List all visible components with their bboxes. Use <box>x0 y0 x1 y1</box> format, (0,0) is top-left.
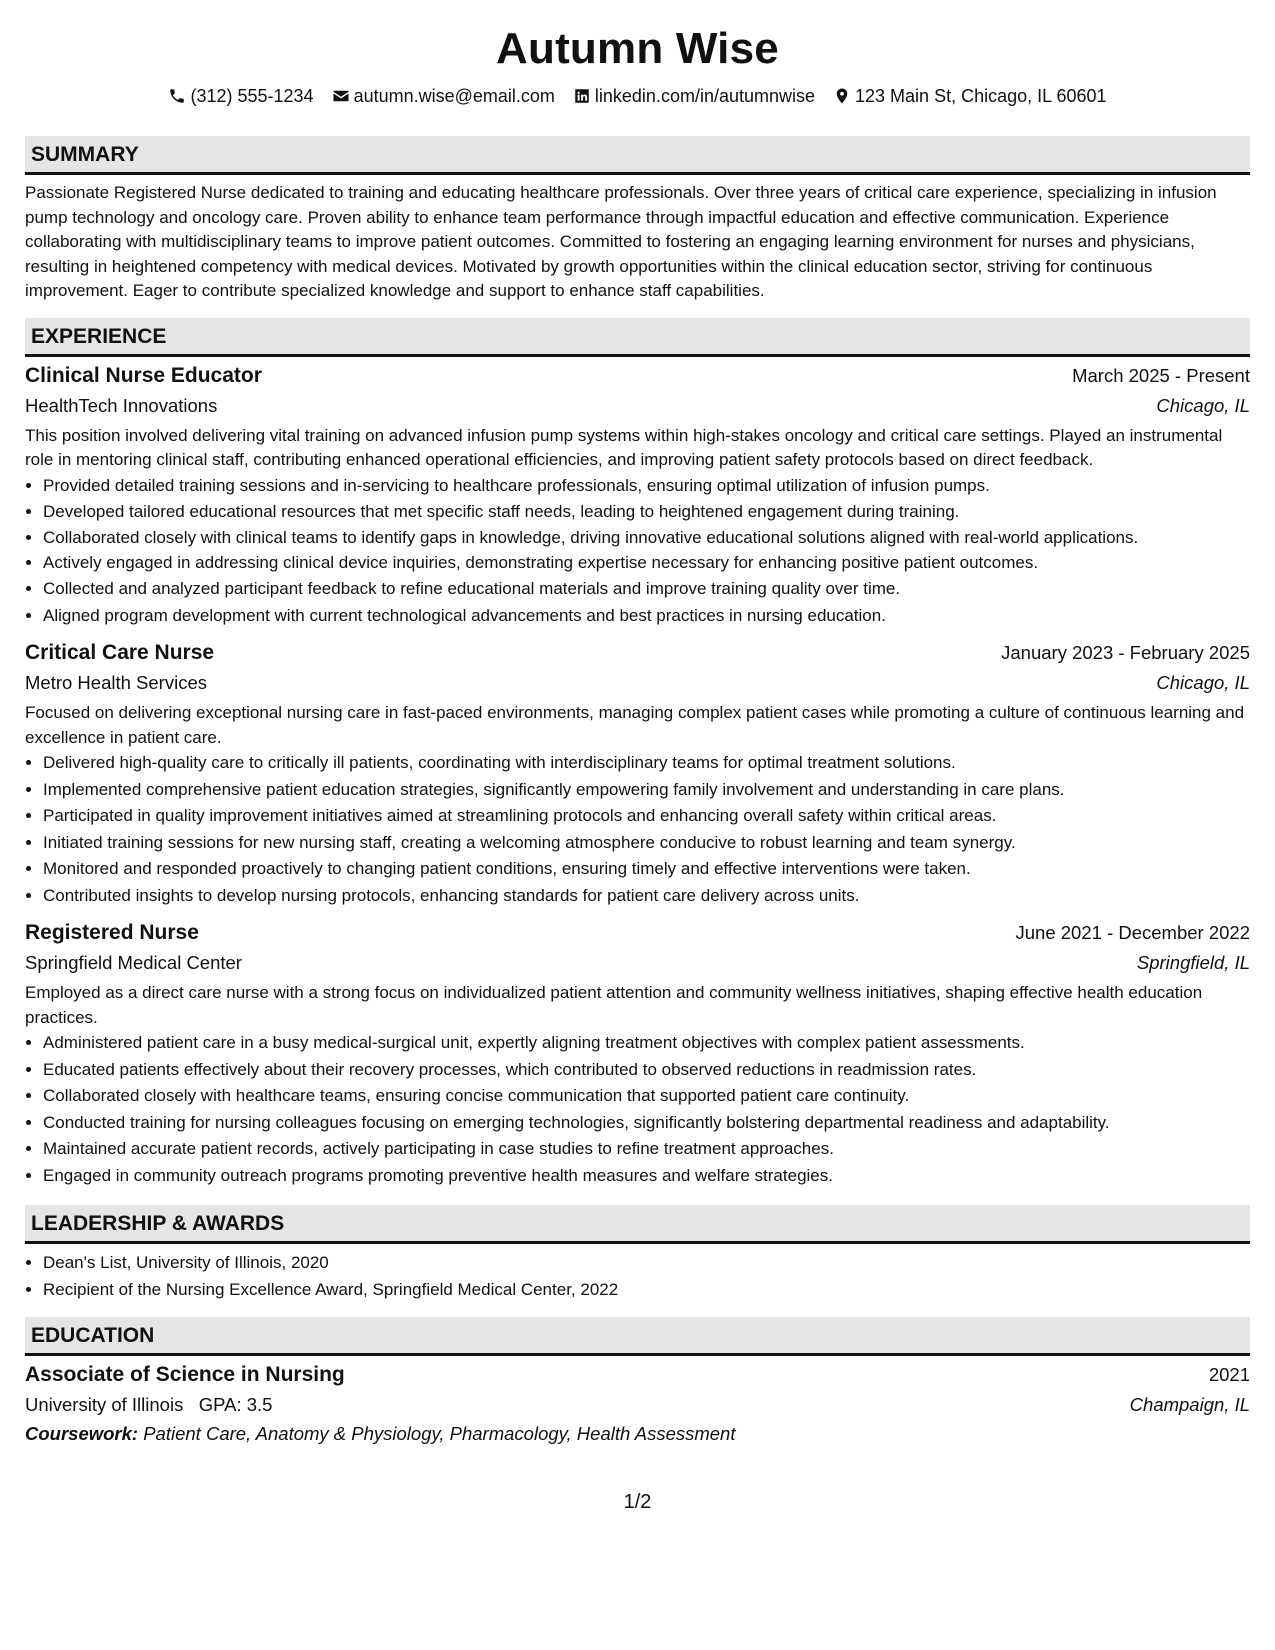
job-bullets <box>25 1030 1250 1189</box>
job-bullets <box>25 473 1250 630</box>
phone-icon <box>168 87 186 105</box>
job-company: Springfield Medical Center <box>25 952 242 973</box>
list-item: • Maintained accurate patient records, actively participating in case studies to refine treatment approaches. <box>43 1136 1250 1163</box>
school-location: Champaign, IL <box>1129 1394 1250 1415</box>
contact-bar <box>25 82 1250 110</box>
job-description: This position involved delivering vital training on advanced infusion pump systems within high-stakes oncology and critical care settings. Played an instrumental role in mentoring clinical staff, contributing enhanced operational efficiencies, and improving patient safety protocols based on direct feedback. <box>25 425 1223 469</box>
job-title: Critical Care Nurse <box>25 641 215 664</box>
job-bullets <box>25 750 1250 909</box>
contact-linkedin[interactable] <box>573 86 815 107</box>
list-item: • Collaborated closely with healthcare teams, ensuring concise communication that supported patient care continuity. <box>43 1083 1250 1110</box>
job-description: Employed as a direct care nurse with a strong focus on individualized patient attention and community wellness initiatives, shaping effective health education practices. <box>25 983 1203 1027</box>
job-location: Springfield, IL <box>1136 952 1250 973</box>
school-line <box>25 1390 272 1420</box>
contact-phone <box>168 86 313 107</box>
degree-title: Associate of Science in Nursing <box>25 1363 345 1386</box>
summary-text: Passionate Registered Nurse dedicated to training and educating healthcare professionals. Over three years of critical care experience, specializing in infusion pump technology and oncology care. Proven ability to enhance team performance through impactful education and effective communication. Experience collaborating with multidisciplinary teams to improve patient outcomes. Committed to fostering an engaging learning environment for nurses and physicians, resulting in heightened competency with medical devices. Motivated by growth opportunities within the clinical education sector, striving for continuous improvement. Eager to contribute specialized knowledge and support to enhance staff capabilities. <box>25 183 1217 300</box>
envelope-icon <box>332 87 350 105</box>
job-company: HealthTech Innovations <box>25 394 218 416</box>
map-pin-icon <box>833 87 851 105</box>
contact-address <box>833 86 1107 107</box>
candidate-name: Autumn Wise <box>496 24 779 73</box>
coursework-label: Coursework: <box>25 1423 139 1444</box>
list-item: • Provided detailed training sessions and in-servicing to healthcare professionals, ensuring optimal utilization of infusion pumps. <box>43 473 1250 500</box>
linkedin-link[interactable]: linkedin.com/in/autumnwise <box>594 85 816 106</box>
coursework-line <box>25 1420 1250 1448</box>
list-item: • Contributed insights to develop nursing protocols, enhancing standards for patient care delivery across units. <box>43 883 1250 910</box>
list-item: • Initiated training sessions for new nursing staff, creating a welcoming atmosphere conducive to robust learning and team synergy. <box>43 830 1250 857</box>
school-name: University of Illinois <box>25 1394 184 1415</box>
address-text: 123 Main St, Chicago, IL 60601 <box>855 85 1107 106</box>
list-item: • Participated in quality improvement initiatives aimed at streamlining protocols and enhancing overall safety within critical areas. <box>43 803 1250 830</box>
education-entry <box>25 1360 1250 1448</box>
phone-text: (312) 555-1234 <box>190 85 314 106</box>
list-item: • Implemented comprehensive patient education strategies, significantly empowering family involvement and understanding in care plans. <box>43 777 1250 804</box>
job-dates: June 2021 - December 2022 <box>1015 922 1250 943</box>
list-item: • Actively engaged in addressing clinical device inquiries, demonstrating expertise necessary for enhancing positive patient outcomes. <box>43 550 1250 577</box>
list-item: • Engaged in community outreach programs promoting preventive health measures and welfare strategies. <box>43 1163 1250 1190</box>
graduation-year: 2021 <box>1208 1364 1250 1385</box>
list-item: • Monitored and responded proactively to changing patient conditions, ensuring timely and effective interventions were taken. <box>43 856 1250 883</box>
summary-heading: SUMMARY <box>25 136 1250 175</box>
job-dates: March 2025 - Present <box>1072 364 1250 386</box>
email-link[interactable]: autumn.wise@email.com <box>353 85 555 106</box>
education-heading: EDUCATION <box>25 1317 1250 1356</box>
list-item: • Educated patients effectively about their recovery processes, which contributed to observed reductions in readmission rates. <box>43 1057 1250 1084</box>
list-item: • Collected and analyzed participant feedback to refine educational materials and improve training quality over time. <box>43 576 1250 603</box>
job-title: Clinical Nurse Educator <box>25 363 262 387</box>
job-entry <box>25 918 1250 1189</box>
list-item: • Conducted training for nursing colleagues focusing on emerging technologies, significantly bolstering departmental readiness and adaptability. <box>43 1110 1250 1137</box>
leadership-heading: LEADERSHIP & AWARDS <box>25 1205 1250 1244</box>
job-title: Registered Nurse <box>25 921 199 944</box>
list-item: • Recipient of the Nursing Excellence Award, Springfield Medical Center, 2022 <box>43 1277 1250 1304</box>
list-item: • Collaborated closely with clinical teams to identify gaps in knowledge, driving innovative educational solutions aligned with real-world applications. <box>43 526 1250 550</box>
linkedin-icon <box>573 87 591 105</box>
list-item: • Developed tailored educational resources that met specific staff needs, leading to heightened engagement during training. <box>43 499 1250 526</box>
job-entry <box>25 361 1250 630</box>
job-company: Metro Health Services <box>25 672 207 693</box>
list-item: • Administered patient care in a busy medical-surgical unit, expertly aligning treatment objectives with complex patient assessments. <box>43 1030 1250 1057</box>
job-location: Chicago, IL <box>1156 394 1250 416</box>
list-item: • Delivered high-quality care to critically ill patients, coordinating with interdisciplinary teams for optimal treatment solutions. <box>43 750 1250 777</box>
list-item: • Aligned program development with current technological advancements and best practices in nursing education. <box>43 603 1250 630</box>
gpa: GPA: 3.5 <box>198 1394 273 1415</box>
experience-heading: EXPERIENCE <box>25 318 1250 357</box>
job-location: Chicago, IL <box>1156 672 1250 693</box>
job-dates: January 2023 - February 2025 <box>1001 642 1250 663</box>
leadership-list <box>25 1250 1250 1303</box>
page-number: 1/2 <box>623 1491 652 1513</box>
coursework-text: Patient Care, Anatomy & Physiology, Pharmacology, Health Assessment <box>143 1423 736 1444</box>
job-entry <box>25 638 1250 909</box>
resume-page <box>25 0 1250 1448</box>
job-description: Focused on delivering exceptional nursing care in fast-paced environments, managing complex patient cases while promoting a culture of continuous learning and excellence in patient care. <box>25 703 1245 747</box>
list-item: • Dean's List, University of Illinois, 2020 <box>43 1250 1250 1277</box>
contact-email[interactable] <box>332 86 555 107</box>
